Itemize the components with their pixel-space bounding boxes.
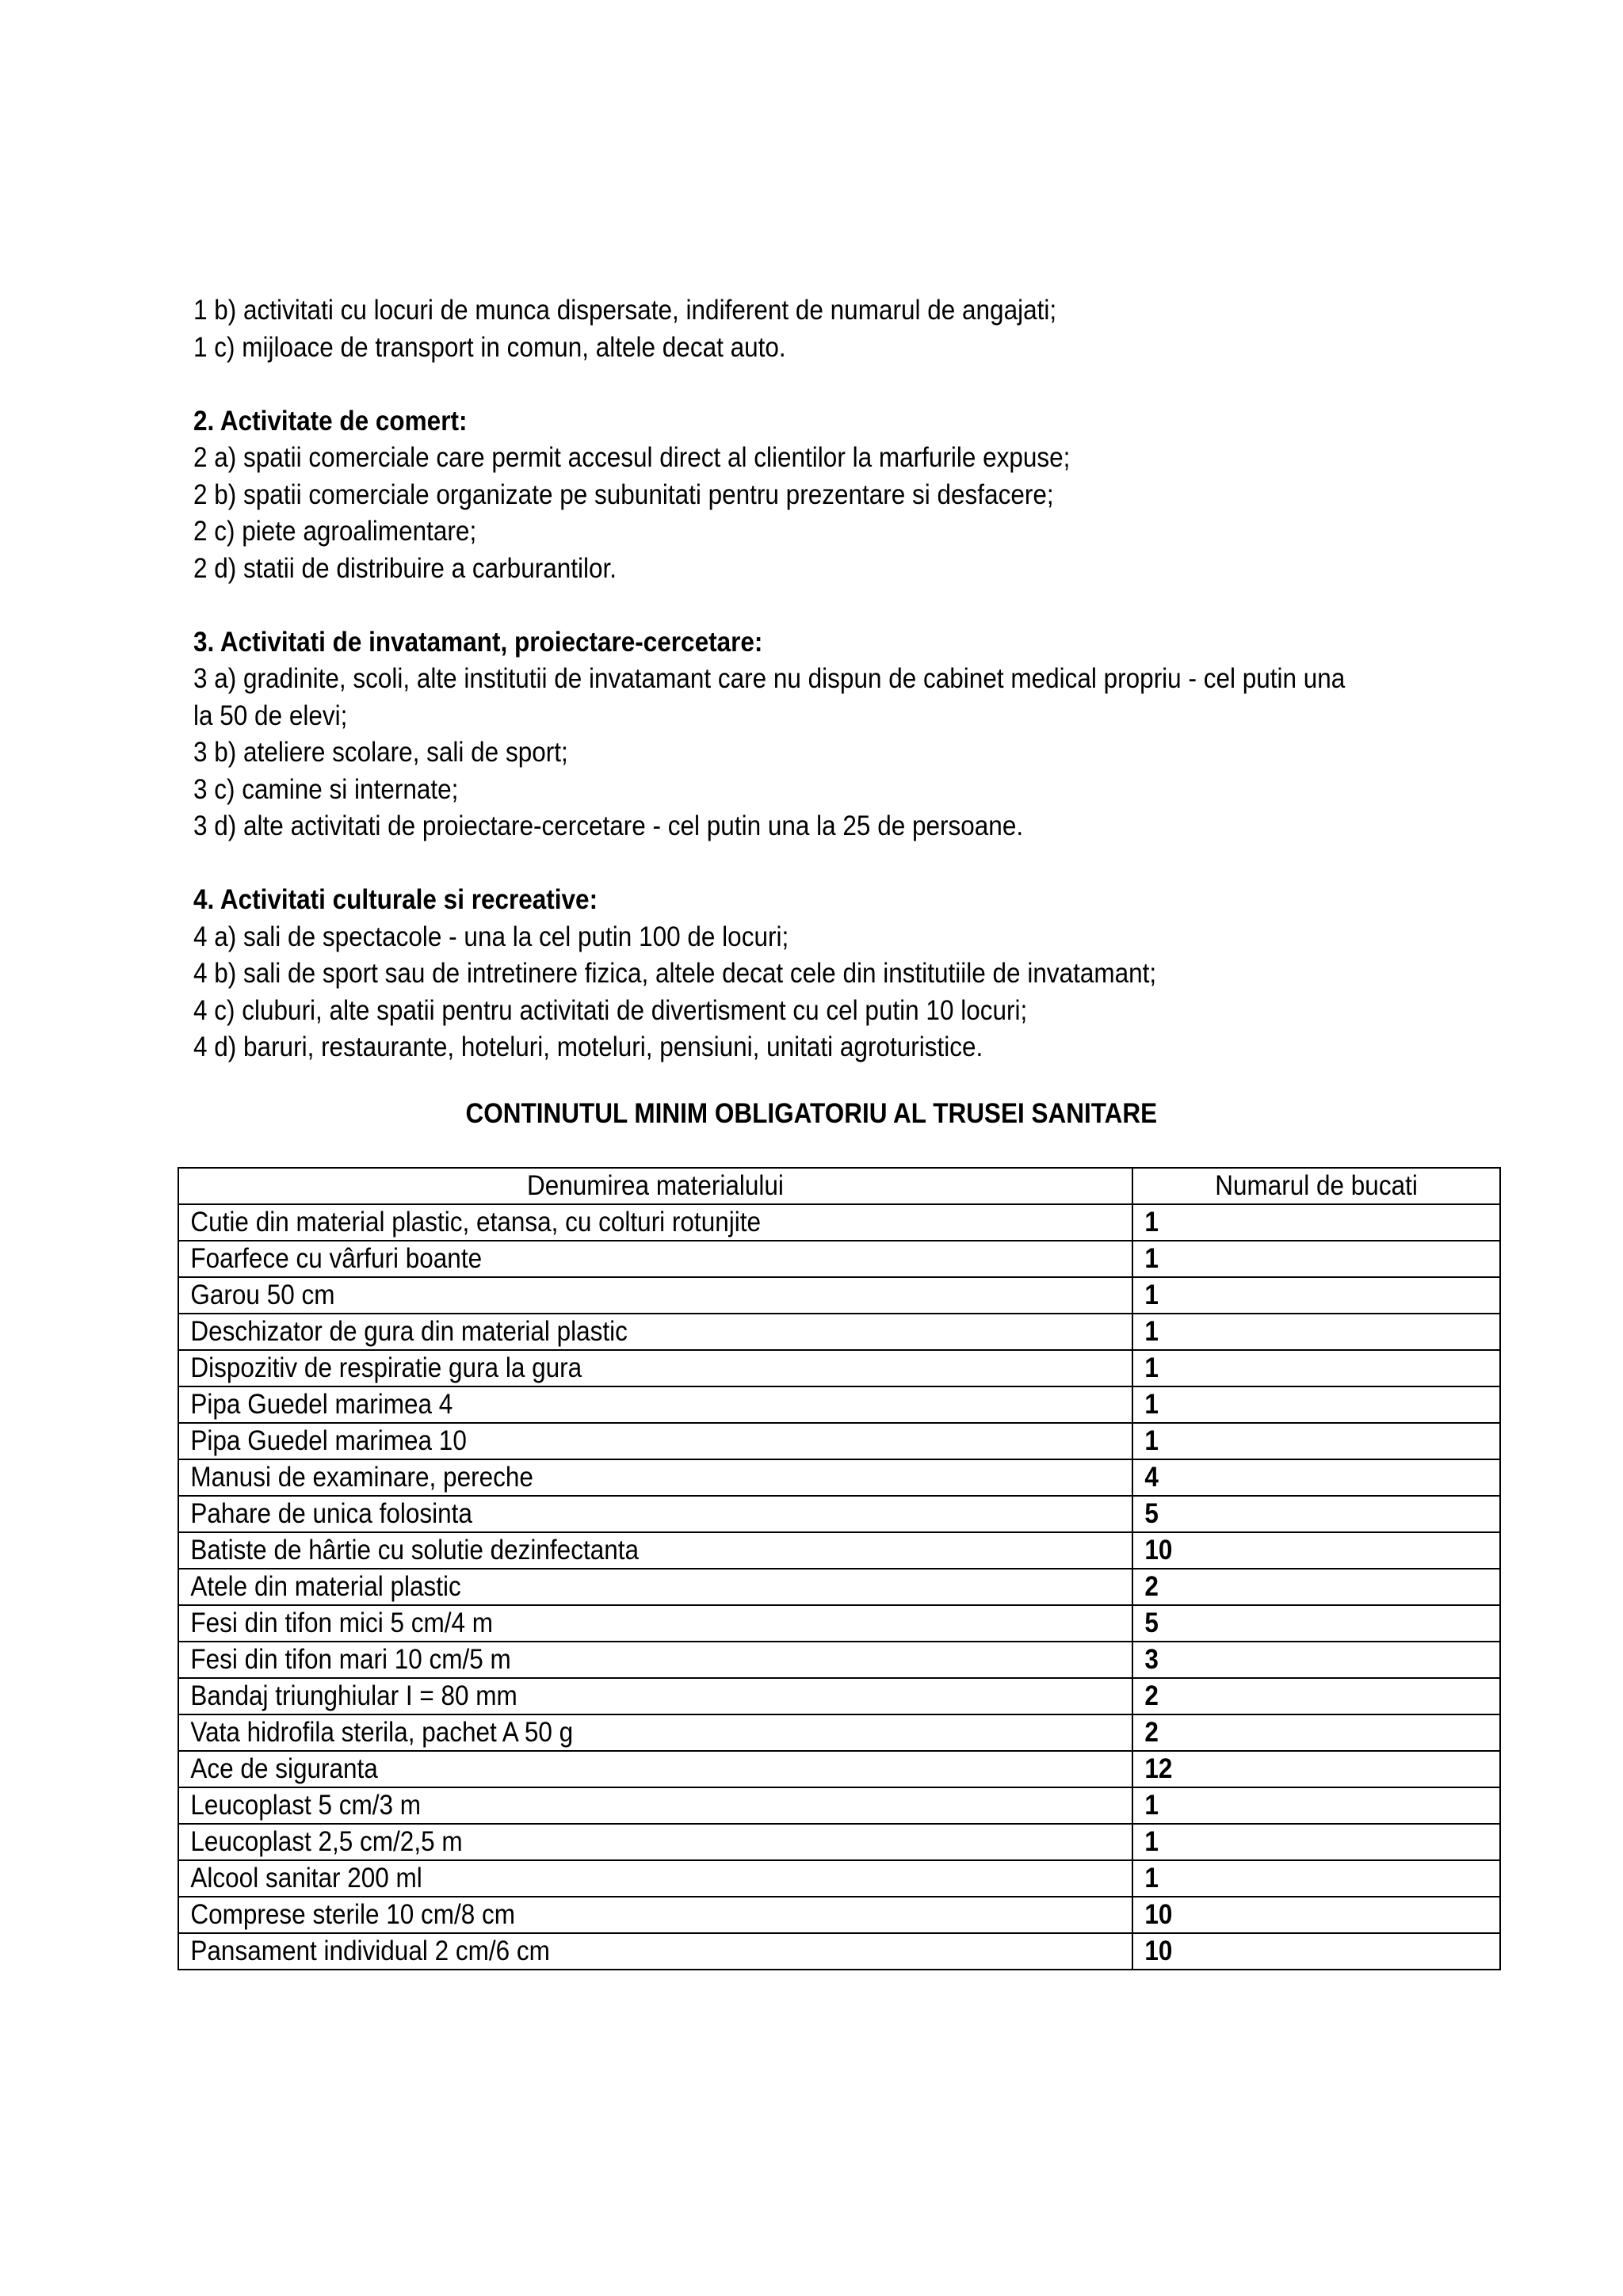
quantity-cell: 12 [1132, 1751, 1500, 1787]
quantity-cell: 10 [1132, 1532, 1500, 1569]
quantity-cell: 1 [1132, 1386, 1500, 1423]
material-name-cell: Garou 50 cm [178, 1277, 1132, 1314]
quantity-cell: 4 [1132, 1459, 1500, 1496]
list-item: 2 a) spatii comerciale care permit accesul direct al clientilor la marfurile expuse; [193, 442, 1071, 473]
list-item: 1 b) activitati cu locuri de munca dispersate, indiferent de numarul de angajati; [193, 295, 1057, 326]
material-name-cell: Pahare de unica folosinta [178, 1496, 1132, 1532]
material-name-cell: Pipa Guedel marimea 10 [178, 1423, 1132, 1459]
table-row [178, 1678, 1500, 1714]
table-title [0, 1096, 1623, 1132]
quantity-cell: 2 [1132, 1678, 1500, 1714]
section-4 [193, 882, 1349, 1066]
section-heading: 3. Activitati de invatamant, proiectare-cercetare: [193, 626, 763, 658]
quantity-cell: 1 [1132, 1824, 1500, 1860]
material-name-cell: Leucoplast 5 cm/3 m [178, 1787, 1132, 1824]
quantity-cell: 1 [1132, 1350, 1500, 1386]
body-text [193, 292, 1349, 1103]
table-row [178, 1897, 1500, 1933]
table-row [178, 1423, 1500, 1459]
material-name-cell: Deschizator de gura din material plastic [178, 1314, 1132, 1350]
column-header-material: Denumirea materialului [178, 1168, 1132, 1204]
list-item: 3 b) ateliere scolare, sali de sport; [193, 737, 568, 768]
list-item: 2 d) statii de distribuire a carburantilor. [193, 552, 617, 584]
material-name-cell: Atele din material plastic [178, 1569, 1132, 1605]
table-row [178, 1314, 1500, 1350]
table-row [178, 1787, 1500, 1824]
list-item: 4 b) sali de sport sau de intretinere fizica, altele decat cele din institutiile de invatamant; [193, 958, 1157, 989]
material-name-cell: Pipa Guedel marimea 4 [178, 1386, 1132, 1423]
table-row [178, 1204, 1500, 1241]
table-row [178, 1824, 1500, 1860]
quantity-cell: 2 [1132, 1569, 1500, 1605]
quantity-cell: 1 [1132, 1423, 1500, 1459]
table-row [178, 1933, 1500, 1970]
list-item: 3 d) alte activitati de proiectare-cercetare - cel putin una la 25 de persoane. [193, 810, 1024, 841]
table-row [178, 1350, 1500, 1386]
list-item: 2 b) spatii comerciale organizate pe subunitati pentru prezentare si desfacere; [193, 479, 1054, 510]
quantity-cell: 1 [1132, 1277, 1500, 1314]
table-row [178, 1605, 1500, 1642]
section-2 [193, 403, 1349, 588]
quantity-cell: 1 [1132, 1787, 1500, 1824]
section-heading: 4. Activitati culturale si recreative: [193, 884, 598, 915]
quantity-cell: 5 [1132, 1605, 1500, 1642]
table-row [178, 1532, 1500, 1569]
list-item: 2 c) piete agroalimentare; [193, 516, 477, 547]
table-row [178, 1386, 1500, 1423]
material-name-cell: Ace de siguranta [178, 1751, 1132, 1787]
material-name-cell: Cutie din material plastic, etansa, cu colturi rotunjite [178, 1204, 1132, 1241]
quantity-cell: 1 [1132, 1314, 1500, 1350]
list-item: 4 d) baruri, restaurante, hoteluri, moteluri, pensiuni, unitati agroturistice. [193, 1032, 983, 1062]
quantity-cell: 1 [1132, 1860, 1500, 1897]
table-row [178, 1277, 1500, 1314]
quantity-cell: 10 [1132, 1933, 1500, 1970]
material-name-cell: Alcool sanitar 200 ml [178, 1860, 1132, 1897]
quantity-cell: 1 [1132, 1204, 1500, 1241]
table-header-row [178, 1168, 1500, 1204]
quantity-cell: 3 [1132, 1642, 1500, 1678]
material-name-cell: Fesi din tifon mari 10 cm/5 m [178, 1642, 1132, 1678]
material-name-cell: Pansament individual 2 cm/6 cm [178, 1933, 1132, 1970]
material-name-cell: Comprese sterile 10 cm/8 cm [178, 1897, 1132, 1933]
material-name-cell: Batiste de hârtie cu solutie dezinfectanta [178, 1532, 1132, 1569]
first-aid-kit-table [178, 1167, 1501, 1970]
material-name-cell: Manusi de examinare, pereche [178, 1459, 1132, 1496]
quantity-cell: 1 [1132, 1241, 1500, 1277]
material-name-cell: Foarfece cu vârfuri boante [178, 1241, 1132, 1277]
table-row [178, 1569, 1500, 1605]
quantity-cell: 5 [1132, 1496, 1500, 1532]
table-row [178, 1496, 1500, 1532]
list-item: 3 c) camine si internate; [193, 773, 459, 805]
material-name-cell: Vata hidrofila sterila, pachet A 50 g [178, 1714, 1132, 1751]
section-3 [193, 624, 1349, 845]
quantity-cell: 2 [1132, 1714, 1500, 1751]
list-item: 4 a) sali de spectacole - una la cel putin 100 de locuri; [193, 921, 789, 952]
table-body [178, 1204, 1500, 1970]
list-item: 1 c) mijloace de transport in comun, altele decat auto. [193, 331, 786, 363]
table-row [178, 1642, 1500, 1678]
section-1 [193, 292, 1349, 366]
table-row [178, 1459, 1500, 1496]
material-name-cell: Fesi din tifon mici 5 cm/4 m [178, 1605, 1132, 1642]
table-title-text: CONTINUTUL MINIM OBLIGATORIU AL TRUSEI SANITARE [465, 1098, 1158, 1129]
material-name-cell: Bandaj triunghiular I = 80 mm [178, 1678, 1132, 1714]
quantity-cell: 10 [1132, 1897, 1500, 1933]
table-row [178, 1751, 1500, 1787]
table-row [178, 1714, 1500, 1751]
material-name-cell: Leucoplast 2,5 cm/2,5 m [178, 1824, 1132, 1860]
column-header-quantity: Numarul de bucati [1132, 1168, 1500, 1204]
list-item: 3 a) gradinite, scoli, alte institutii de invatamant care nu dispun de cabinet medical propriu - cel putin una la 50 de elevi; [193, 663, 1346, 731]
section-heading: 2. Activitate de comert: [193, 405, 468, 437]
material-name-cell: Dispozitiv de respiratie gura la gura [178, 1350, 1132, 1386]
table-row [178, 1241, 1500, 1277]
list-item: 4 c) cluburi, alte spatii pentru activitati de divertisment cu cel putin 10 locuri; [193, 994, 1028, 1026]
table-row [178, 1860, 1500, 1897]
